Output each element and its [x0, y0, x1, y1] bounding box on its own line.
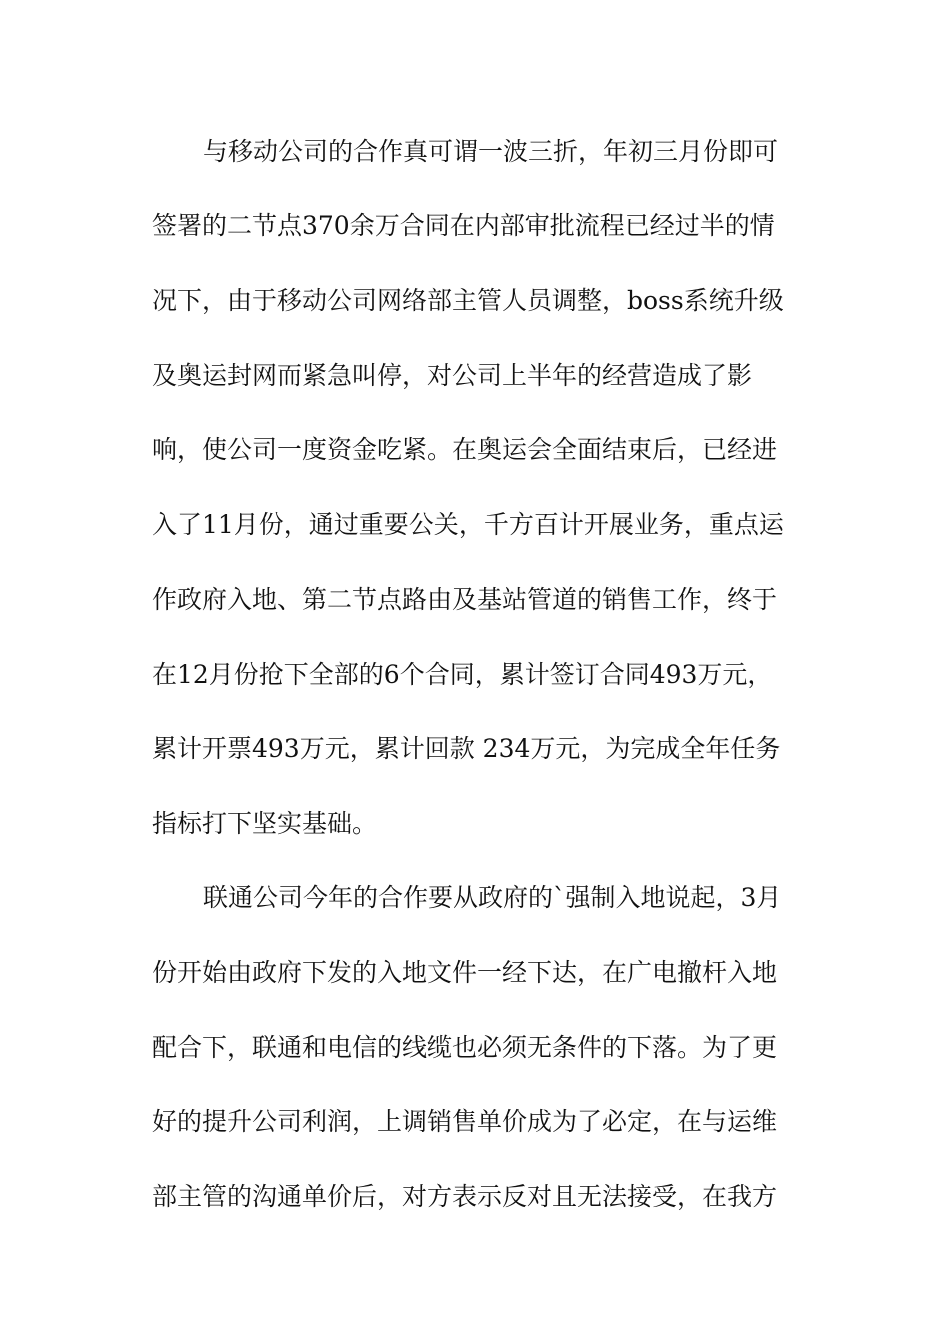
- paragraph-2-line-4: 好的提升公司利润，上调销售单价成为了必定，在与运维: [152, 1107, 778, 1136]
- paragraph-1-line-4: 及奥运封网而紧急叫停，对公司上半年的经营造成了影: [152, 361, 753, 390]
- paragraph-1-line-7: 作政府入地、第二节点路由及基站管道的销售工作，终于: [152, 585, 778, 614]
- paragraph-1-line-3: 况下，由于移动公司网络部主管人员调整，boss系统升级: [152, 286, 784, 315]
- paragraph-2-line-3: 配合下，联通和电信的线缆也必须无条件的下落。为了更: [152, 1033, 778, 1062]
- paragraph-1-line-8: 在12月份抢下全部的6个合同，累计签订合同493万元，: [152, 660, 773, 689]
- paragraph-1-line-1: 与移动公司的合作真可谓一波三折，年初三月份即可: [203, 137, 779, 166]
- paragraph-2-line-5: 部主管的沟通单价后，对方表示反对且无法接受，在我方: [152, 1182, 778, 1211]
- paragraph-1-line-10: 指标打下坚实基础。: [152, 809, 378, 838]
- paragraph-1-line-2: 签署的二节点370余万合同在内部审批流程已经过半的情: [152, 211, 775, 240]
- paragraph-2-line-1: 联通公司今年的合作要从政府的`强制入地说起，3月: [203, 883, 782, 912]
- paragraph-1-line-5: 响，使公司一度资金吃紧。在奥运会全面结束后，已经进: [152, 435, 778, 464]
- paragraph-2-line-2: 份开始由政府下发的入地文件一经下达，在广电撤杆入地: [152, 958, 778, 987]
- paragraph-1-line-6: 入了11月份，通过重要公关，千方百计开展业务，重点运: [152, 510, 784, 539]
- paragraph-1-line-9: 累计开票493万元，累计回款 234万元，为完成全年任务: [152, 734, 781, 763]
